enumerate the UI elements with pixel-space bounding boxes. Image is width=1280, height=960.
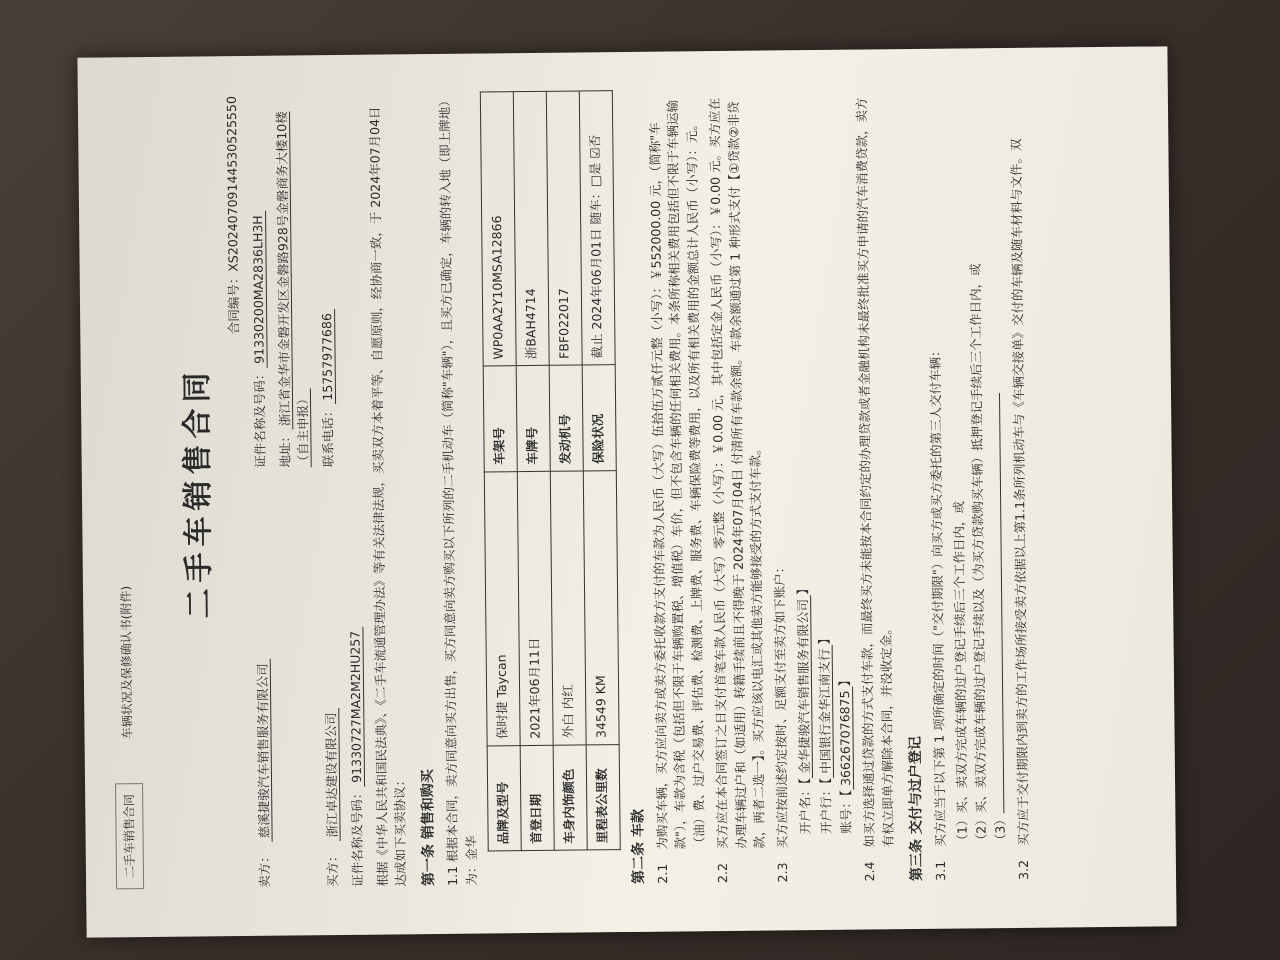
page-title: 二手车销售合同 — [179, 366, 218, 619]
buyer-row: 买方：浙江卓达建设有限公司 联系电话：15757977686 — [316, 95, 343, 887]
buyer-phone: 15757977686 — [319, 309, 336, 405]
delivery-option-2: （2）买、卖双方完成车辆的过户登记手续以及（为买方贷款购买车辆）抵押登记手续后三个工作日内，或 — [967, 263, 989, 847]
section-1-title: 第一条 销售和购买 — [419, 769, 438, 887]
preamble: 根据《中华人民共和国民法典》、《二手车流通管理办法》等有关法律法规，买卖双方本着平等、自愿原则，经协商一致，于 2024年07月04日 达成如下买卖协议： — [366, 106, 409, 887]
vehicle-table: 品牌及型号 保时捷 Taycan 车架号 WP0AA2Y10MSA12866 首登日期 2021年06月11日 车牌号 浙BAH4714 车身内饰颜色 外白 内红 发动机号 FBF022017 里程表公里数 34549 KM 保险状况 截止 2024年06月01日 随车：□是 ☑否 — [479, 90, 620, 851]
contract-paper — [77, 46, 1176, 937]
clause-2-1: 2.1 为购买车辆，买方应向卖方或卖方委托收款方支付的车款为人民币（大写）伍拾伍万贰仟元整（小写）：￥552000.00 元，（简称"车款"），车款为含税（包括但不限于车辆购置税、增值税）车价，但不包含车辆的任何相关费用。本条所称相关费用包括但不限于车辆运输（油）费、过户交易费、评估费、检测费、上牌费、服务费、车辆保险费等费用，以及所有相关费用的金额总计人民币（小写）：元。 — [646, 99, 707, 884]
contract-number: 合同编号：XS20240709144530525550 — [223, 96, 242, 335]
seller-id: 91330200MA2836LH3H — [250, 211, 268, 368]
bank-account-number: 账号：【366267076875】 — [837, 673, 854, 834]
delivery-option-3: （3） — [984, 88, 1011, 846]
buyer-name: 浙江卓达建设有限公司 — [323, 708, 340, 841]
bank-account-name: 开户名：【金华捷骏汽车销售服务有限公司】 — [794, 582, 813, 835]
header-category: 车辆状况及保修确认书(附件) — [118, 585, 135, 740]
contract-page — [77, 46, 1176, 937]
buyer-id: 91330727MA2M2HU257 — [347, 627, 365, 787]
clause-2-2: 2.2 买方应在本合同签订之日支付首笔车款人民币（大写）零元整（小写）：￥0.00 元，其中包括定金人民币（小写）：￥0.00 元。买方应在办理车辆过户和（如适用）转籍手续前且不得晚于 2024年07月04日 付清所有车款余额。车款余额通过第 1 种形式支付【①贷款②非贷款，两者二选一】。买方应该以电汇或其他卖方能够接受的方式支付车款。 — [706, 97, 767, 884]
seller-name: 慈溪捷骏汽车销售服务有限公司 — [254, 659, 272, 842]
bank-branch: 开户行：【中国银行金华江南支行】 — [815, 632, 834, 835]
clause-2-3: 2.3 买方应按前述约定按时、足额支付至卖方如下账户： — [771, 560, 791, 883]
delivery-option-1: （1）买、卖双方完成车辆的过户登记手续后三个工作日内，或 — [951, 500, 970, 847]
seller-row: 卖方：慈溪捷骏汽车销售服务有限公司 证件名称及号码：91330200MA2836LH3H — [248, 96, 275, 888]
buyer-id-row: 证件名称及号码：91330727MA2M2HU257 — [341, 95, 368, 887]
header-box-label: 二手车销售合同 — [115, 783, 144, 889]
header-labels — [108, 97, 164, 889]
clause-3-1: 3.1 买方应当于以下第 1 项所确定的时间（"交付期限"）向买方或买方委托的第三人交付车辆： — [926, 344, 948, 881]
section-3-title: 第三条 交付与过户登记 — [907, 736, 925, 882]
clause-2-4: 2.4 如买方选择通过贷款的方式支付车款，而最终买方未能按本合同约定的办理贷款或者金融机构未最终批准买方申请的汽车消费贷款，卖方有权立即单方解除本合同，并没收定金。 — [853, 97, 896, 882]
seller-address-row: 地址：浙江省金华市金磐开发区金磐路928号金磐商务大楼10楼（自主申报） — [273, 111, 311, 468]
seller-address: 浙江省金华市金磐开发区金磐路928号金磐商务大楼10楼（自主申报） — [273, 111, 311, 468]
clause-3-2: 3.2 买方应于交付期限内到卖方的工作场所接受卖方依据以上第1.1条所列机动车与《车辆交接单》交付的车辆及随车材料与文件。双 — [1007, 138, 1031, 880]
section-2-title: 第二条 车款 — [629, 808, 647, 884]
clause-1-1: 1.1 根据本合同，卖方同意向买方出售，买方同意向卖方购买以下所列的二手机动车（简称"车辆"），且买方已确定，车辆的转入地（即上牌地）为：金华 — [436, 94, 479, 886]
